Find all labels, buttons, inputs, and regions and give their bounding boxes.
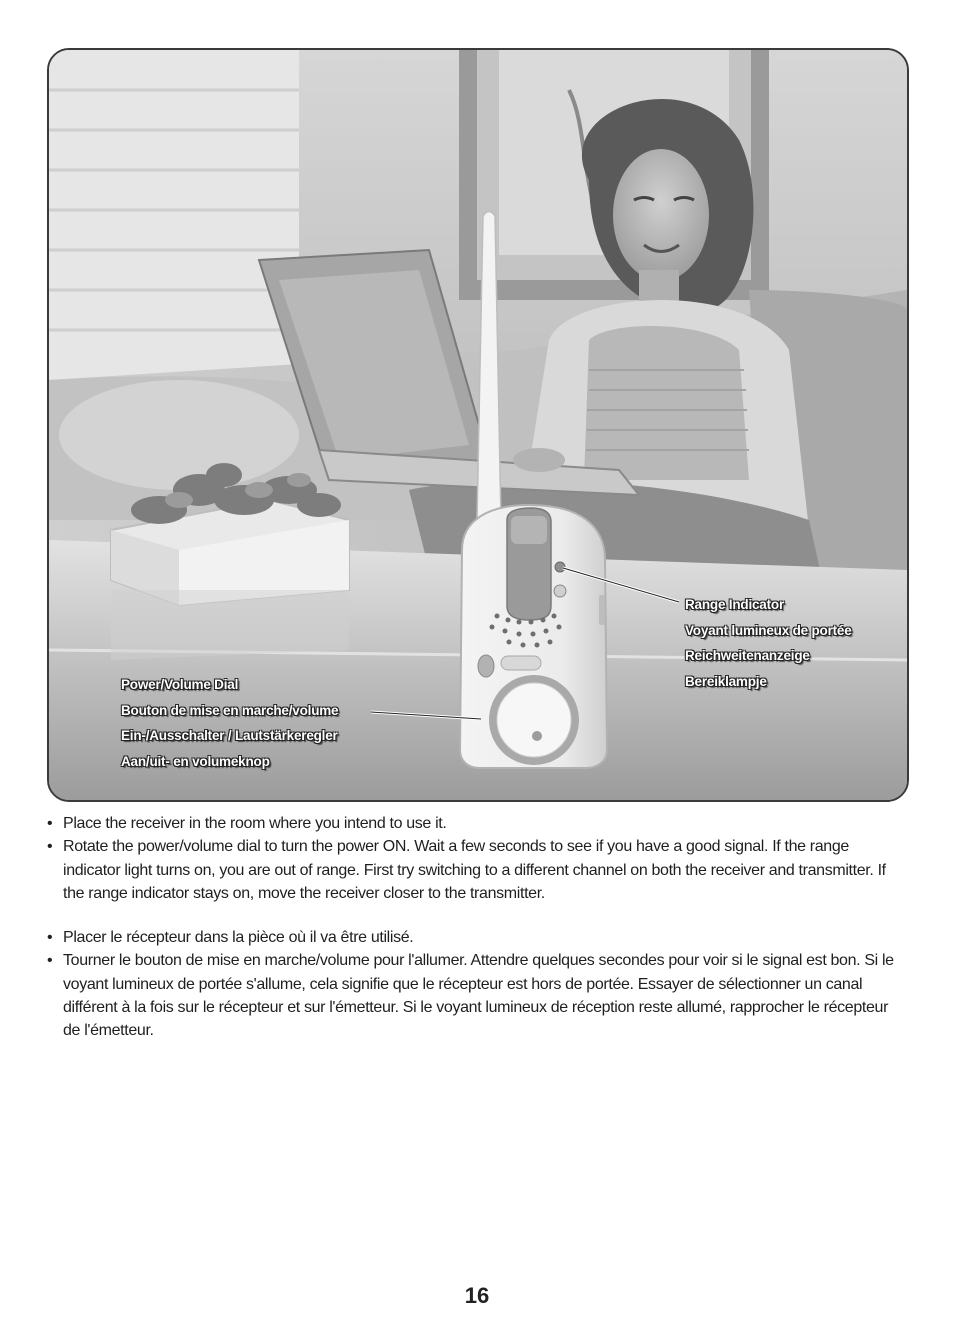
callout-label-en: Range Indicator	[685, 597, 785, 612]
power-dial-callout	[121, 672, 338, 774]
product-photo	[47, 48, 909, 802]
instructions-english	[47, 812, 909, 905]
callout-label-fr: Voyant lumineux de portée	[685, 622, 852, 638]
callout-label-en: Power/Volume Dial	[121, 677, 239, 692]
list-item: • Tourner le bouton de mise en marche/volume pour l'allumer. Attendre quelques secondes pour voir si le signal est bon. Si le voyant lumineux de portée s'allume, cela signifie que le récepteur est hors de portée. Essayer de sélectionner un canal différent à la fois sur le récepteur et sur l'émetteur. Si le voyant lumineux de réception reste allumé, rapprocher le récepteur de l'émetteur.	[47, 949, 909, 1042]
callout-label-de: Ein-/Ausschalter / Lautstärkeregler	[121, 728, 338, 743]
range-indicator-callout	[685, 592, 852, 694]
callout-label-nl: Bereiklampje	[685, 673, 767, 689]
list-item: • Placer le récepteur dans la pièce où il va être utilisé.	[47, 926, 909, 949]
callout-label-nl: Aan/uit- en volumeknop	[121, 753, 270, 769]
page-number: 16	[464, 1283, 490, 1308]
instructions-french	[47, 926, 909, 1042]
callout-label-de: Reichweitenanzeige	[685, 648, 810, 663]
callout-label-fr: Bouton de mise en marche/volume	[121, 702, 339, 718]
list-item: • Rotate the power/volume dial to turn the power ON. Wait a few seconds to see if you have a good signal. If the range indicator light turns on, you are out of range. First try switching to a different channel on both the receiver and transmitter. If the range indicator stays on, move the receiver closer to the transmitter.	[47, 835, 909, 905]
list-item: • Place the receiver in the room where you intend to use it.	[47, 812, 909, 835]
